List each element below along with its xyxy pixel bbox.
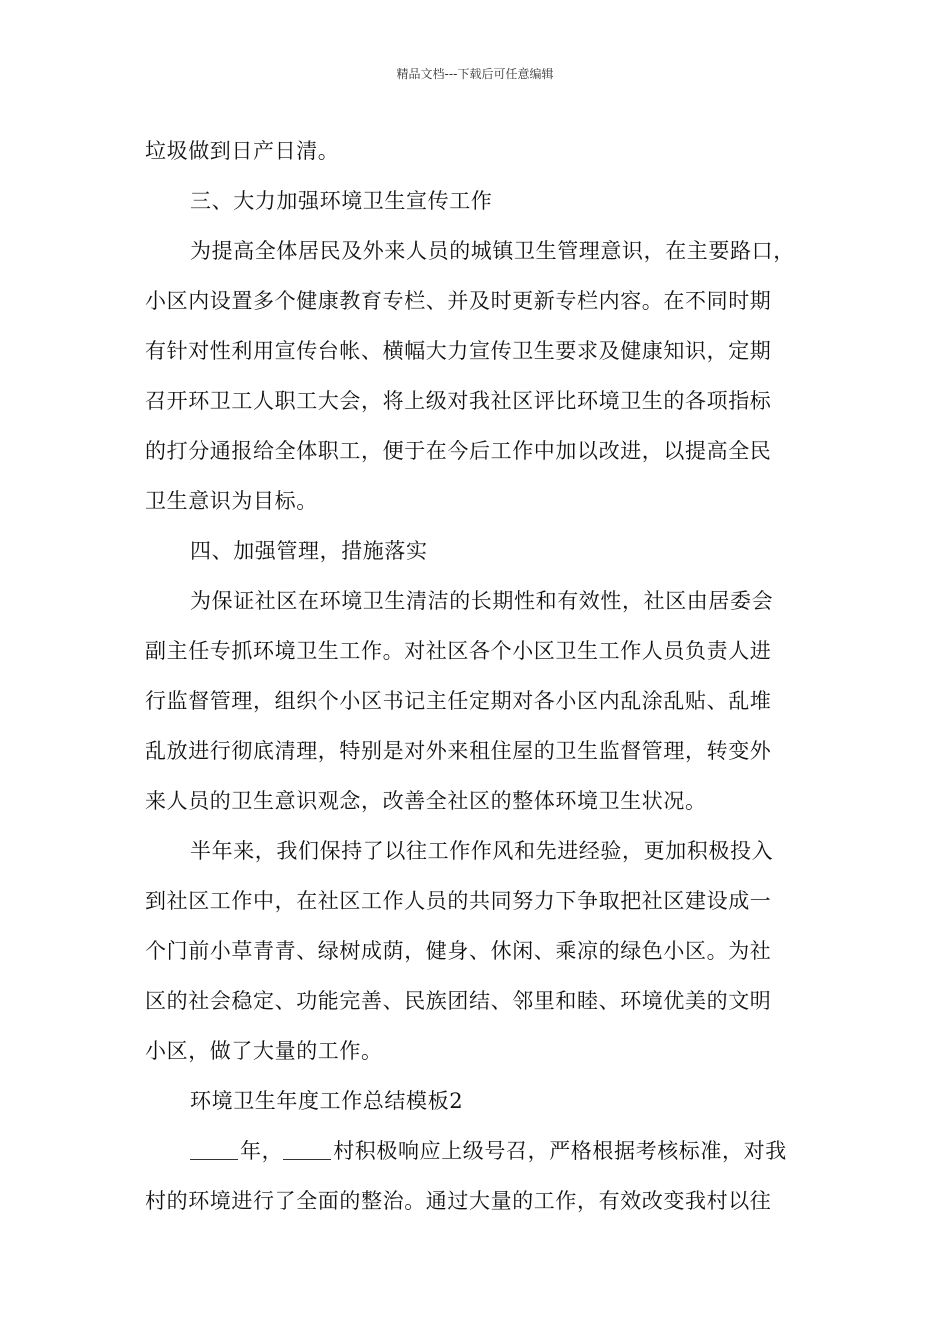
text-line: 个门前小草青青、绿树成荫，健身、休闲、乘凉的绿色小区。为社 — [145, 939, 772, 963]
text-fragment: 年， — [240, 1139, 284, 1163]
template-title: 环境卫生年度工作总结模板2 — [190, 1089, 464, 1113]
text-fragment: 村积极响应上级号召，严格根据考核标准，对我 — [333, 1139, 787, 1163]
text-line: 垃圾做到日产日清。 — [145, 139, 340, 163]
text-line: 召开环卫工人职工大会，将上级对我社区评比环境卫生的各项指标 — [145, 389, 772, 413]
text-line: 半年来，我们保持了以往工作作风和先进经验，更加积极投入 — [190, 839, 774, 863]
text-line: 区的社会稳定、功能完善、民族团结、邻里和睦、环境优美的文明 — [145, 989, 772, 1013]
text-line: 到社区工作中，在社区工作人员的共同努力下争取把社区建设成一 — [145, 889, 772, 913]
text-line: 卫生意识为目标。 — [145, 489, 318, 513]
text-line: 有针对性利用宣传台帐、横幅大力宣传卫生要求及健康知识，定期 — [145, 339, 772, 363]
blank-village — [283, 1139, 331, 1160]
text-line: 小区内设置多个健康教育专栏、并及时更新专栏内容。在不同时期 — [145, 289, 772, 313]
text-line-with-blanks — [145, 1126, 825, 1176]
document-body — [145, 126, 825, 1226]
section-heading: 四、加强管理，措施落实 — [190, 539, 428, 563]
text-line: 小区，做了大量的工作。 — [145, 1039, 383, 1063]
text-line: 的打分通报给全体职工，便于在今后工作中加以改进，以提高全民 — [145, 439, 772, 463]
blank-year — [190, 1139, 238, 1160]
text-line: 来人员的卫生意识观念，改善全社区的整体环境卫生状况。 — [145, 789, 707, 813]
text-line: 为提高全体居民及外来人员的城镇卫生管理意识，在主要路口， — [190, 239, 795, 263]
text-line: 副主任专抓环境卫生工作。对社区各个小区卫生工作人员负责人进 — [145, 639, 772, 663]
section-heading: 三、大力加强环境卫生宣传工作 — [190, 189, 493, 213]
text-line: 村的环境进行了全面的整治。通过大量的工作，有效改变我村以往 — [145, 1189, 772, 1213]
text-line: 为保证社区在环境卫生清洁的长期性和有效性，社区由居委会 — [190, 589, 774, 613]
text-line: 行监督管理，组织个小区书记主任定期对各小区内乱涂乱贴、乱堆 — [145, 689, 772, 713]
page-header: 精品文档---下载后可任意编辑 — [396, 67, 554, 81]
text-line: 乱放进行彻底清理，特别是对外来租住屋的卫生监督管理，转变外 — [145, 739, 772, 763]
